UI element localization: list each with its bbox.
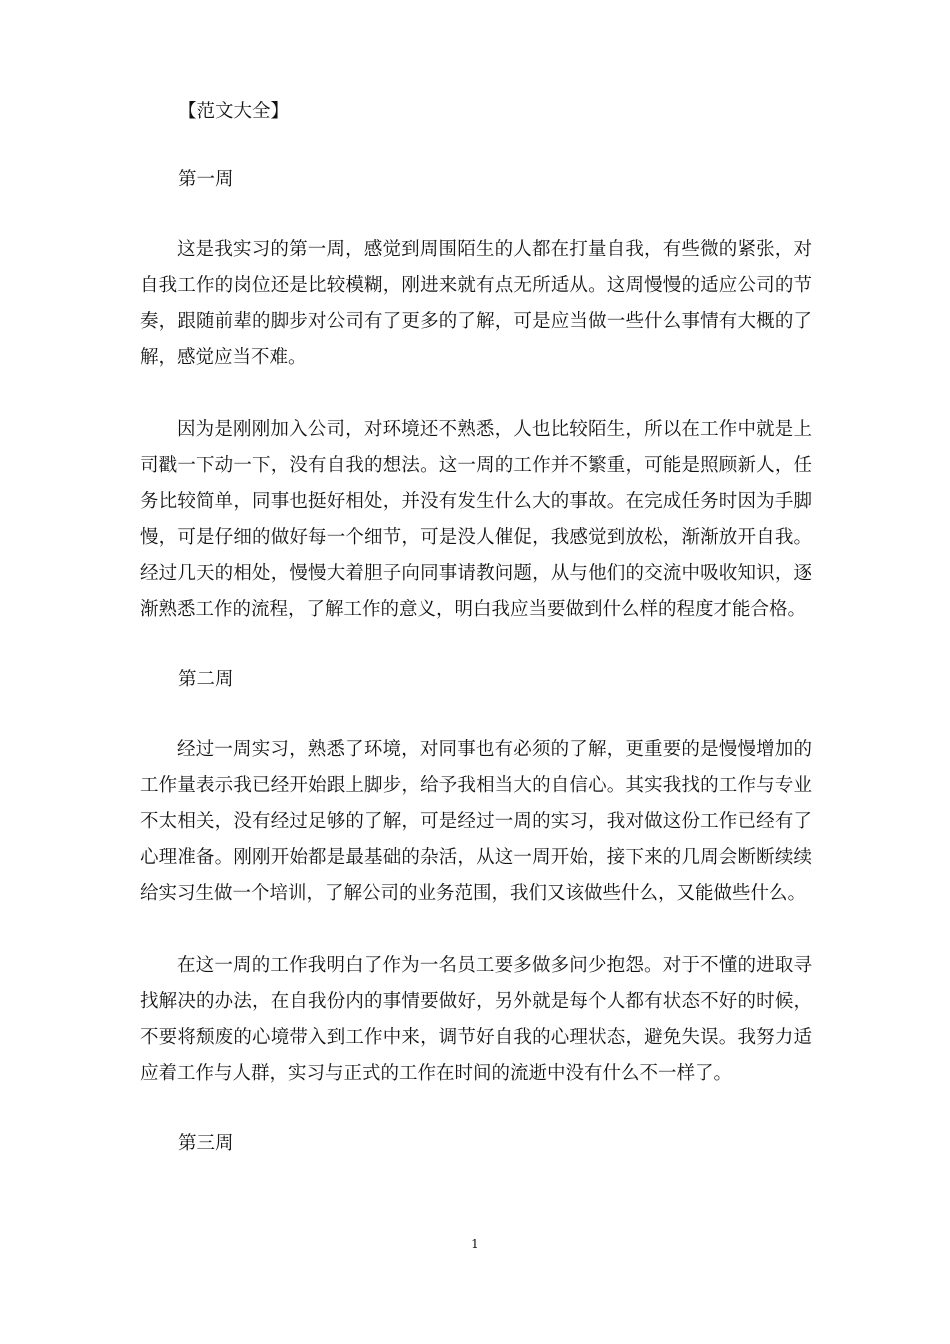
paragraph-week-1-1: 这是我实习的第一周，感觉到周围陌生的人都在打量自我，有些微的紧张，对自我工作的岗位还是比较模糊，刚进来就有点无所适从。这周慢慢的适应公司的节奏，跟随前辈的脚步对公司有了更多的了解，可是应当做一些什么事情有大概的了解，感觉应当不难。: [140, 239, 812, 368]
paragraph-week-2-1: 经过一周实习，熟悉了环境，对同事也有必须的了解，更重要的是慢慢增加的工作量表示我已经开始跟上脚步，给予我相当大的自信心。其实我找的工作与专业不太相关，没有经过足够的了解，可是经过一周的实习，我对做这份工作已经有了心理准备。刚刚开始都是最基础的杂活，从这一周开始，接下来的几周会断断续续给实习生做一个培训，了解公司的业务范围，我们又该做些什么，又能做些什么。: [140, 739, 812, 904]
document-body: [140, 96, 812, 1160]
paragraph-week-2-2: 在这一周的工作我明白了作为一名员工要多做多问少抱怨。对于不懂的进取寻找解决的办法，在自我份内的事情要做好，另外就是每个人都有状态不好的时候，不要将颓废的心境带入到工作中来，调节好自我的心理状态，避免失误。我努力适应着工作与人群，实习与正式的工作在时间的流逝中没有什么不一样了。: [140, 955, 812, 1084]
document-title-tag: 【范文大全】: [178, 101, 290, 122]
section-heading-week-1: 第一周: [178, 169, 234, 190]
paragraph-week-1-2: 因为是刚刚加入公司，对环境还不熟悉，人也比较陌生，所以在工作中就是上司戳一下动一下，没有自我的想法。这一周的工作并不繁重，可能是照顾新人，任务比较简单，同事也挺好相处，并没有发生什么大的事故。在完成任务时因为手脚慢，可是仔细的做好每一个细节，可是没人催促，我感觉到放松，渐渐放开自我。经过几天的相处，慢慢大着胆子向同事请教问题，从与他们的交流中吸收知识，逐渐熟悉工作的流程，了解工作的意义，明白我应当要做到什么样的程度才能合格。: [140, 419, 812, 620]
section-heading-week-2: 第二周: [178, 669, 234, 690]
page-number: 1: [471, 1237, 479, 1251]
section-heading-week-3: 第三周: [178, 1133, 234, 1154]
